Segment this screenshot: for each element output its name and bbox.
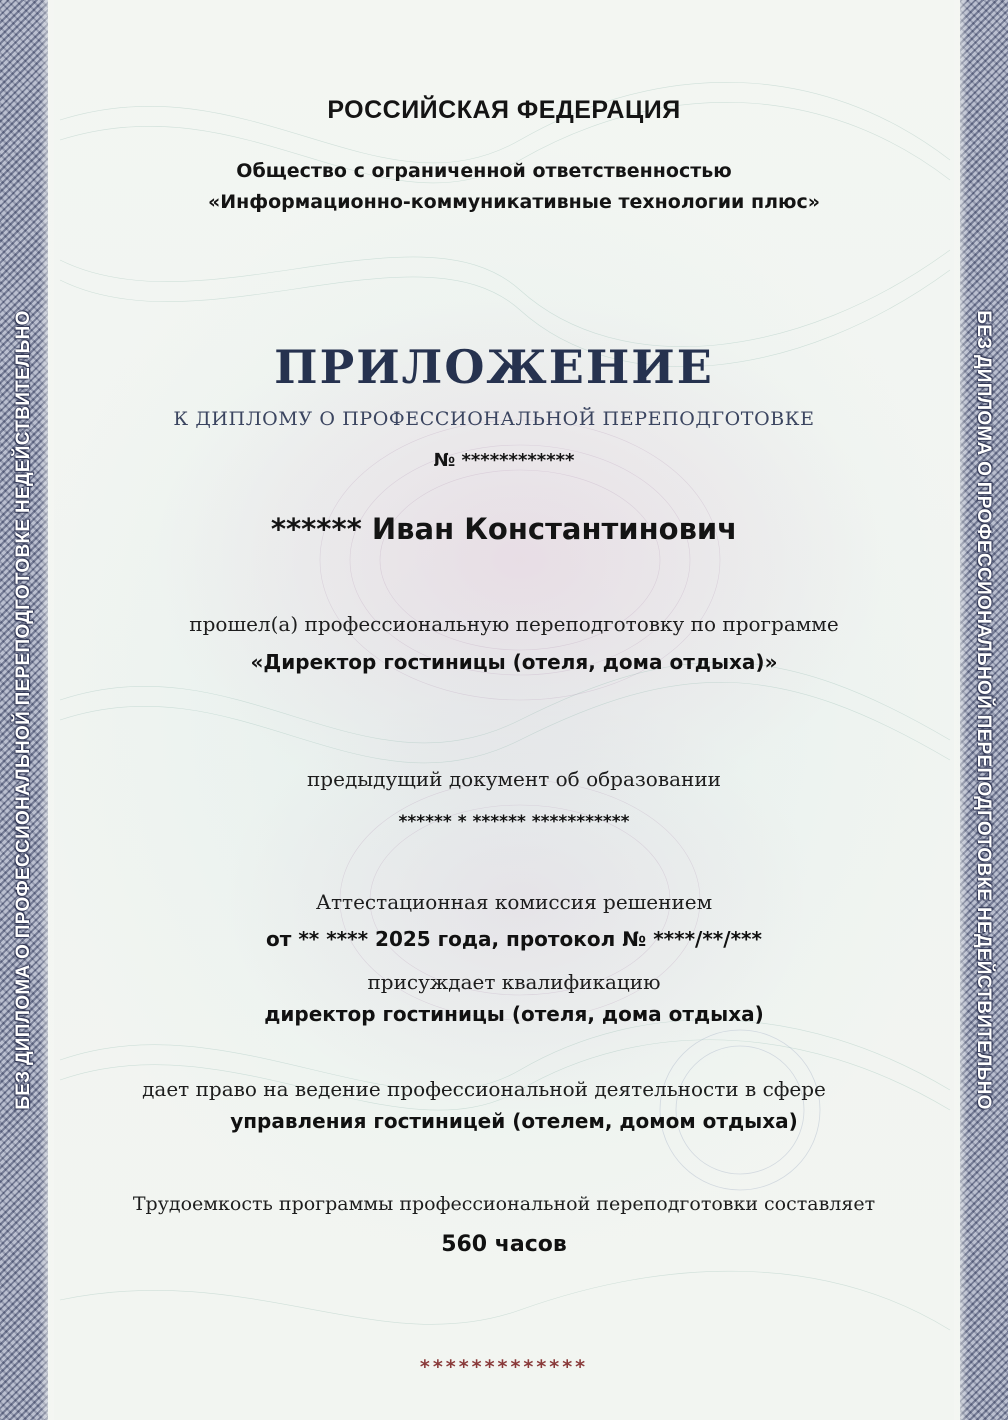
right-border-text: БЕЗ ДИПЛОМА О ПРОФЕССИОНАЛЬНОЙ ПЕРЕПОДГОТОВКЕ НЕДЕЙСТВИТЕЛЬНО: [973, 310, 994, 1110]
program-hours: 560 часов: [441, 1232, 567, 1257]
previous-document-value: ****** * ****** ***********: [398, 812, 630, 832]
qualification-name: директор гостиницы (отеля, дома отдыха): [264, 1002, 764, 1026]
program-name: «Директор гостиницы (отеля, дома отдыха)»: [250, 650, 778, 674]
country-heading: РОССИЙСКАЯ ФЕДЕРАЦИЯ: [327, 96, 681, 124]
awards-qualification-text: присуждает квалификацию: [367, 970, 661, 994]
person-name: ****** Иван Константинович: [270, 512, 738, 546]
activity-right-text: дает право на ведение профессиональной деятельности в сфере: [142, 1077, 826, 1101]
organization-line-2: «Информационно-коммуникативные технологии плюс»: [207, 191, 821, 213]
activity-sphere: управления гостиницей (отелем, домом отдыха): [230, 1109, 798, 1133]
left-border-text: БЕЗ ДИПЛОМА О ПРОФЕССИОНАЛЬНОЙ ПЕРЕПОДГОТОВКЕ НЕДЕЙСТВИТЕЛЬНО: [13, 310, 34, 1110]
labor-intensity-text: Трудоемкость программы профессиональной переподготовки составляет: [132, 1193, 876, 1215]
document-number: № ************: [433, 450, 575, 471]
organization-line-1: Общество с ограниченной ответственностью: [236, 160, 732, 182]
document-title: ПРИЛОЖЕНИЕ: [274, 340, 714, 394]
commission-text: Аттестационная комиссия решением: [315, 890, 713, 914]
bottom-serial-stars: *************: [419, 1356, 589, 1378]
passed-retraining-text: прошел(а) профессиональную переподготовку по программе: [189, 612, 839, 636]
decision-text: от ** **** 2025 года, протокол № ****/**/***: [266, 927, 762, 951]
document-subtitle: К ДИПЛОМУ О ПРОФЕССИОНАЛЬНОЙ ПЕРЕПОДГОТОВКЕ: [173, 408, 815, 430]
previous-document-label: предыдущий документ об образовании: [306, 767, 722, 791]
